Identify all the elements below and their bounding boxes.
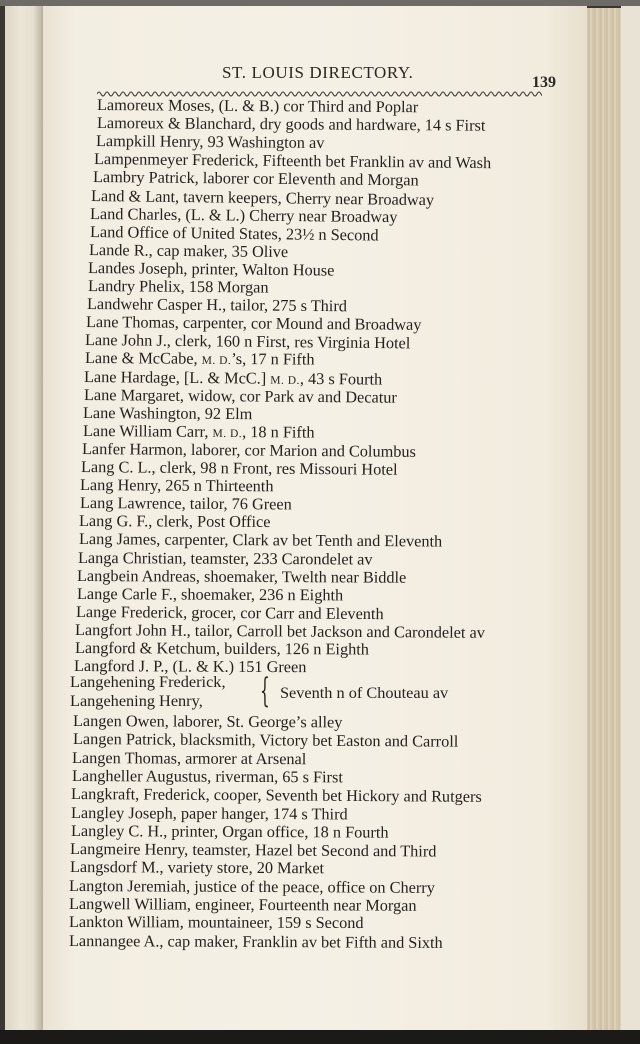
entry-text: Lamoreux & Blanchard, dry goods and hardware, 14 s First [96, 113, 486, 135]
directory-entry [69, 913, 364, 932]
running-head: ST. LOUIS DIRECTORY. [222, 63, 414, 82]
directory-entry [70, 858, 324, 877]
directory-entry [71, 804, 348, 823]
entry-text: Lange Carle F., shoemaker, 236 n Eighth [76, 583, 344, 605]
entry-text: Lanfer Harmon, laborer, cor Marion and Columbus [81, 438, 416, 461]
entry-text-tail: ’s, 17 n Fifth [231, 349, 315, 369]
curly-brace-icon: { [260, 671, 270, 711]
entry-text: Lang Henry, 265 n Thirteenth [79, 475, 274, 496]
entry-text: Langfort John H., tailor, Carroll bet Jackson and Carondelet av [74, 619, 485, 642]
directory-entry [72, 749, 306, 768]
entry-text: Lang James, carpenter, Clark av bet Tenth and Eleventh [78, 529, 443, 551]
directory-entry [69, 932, 443, 952]
entry-degree-smallcaps: M. D. [270, 374, 300, 387]
entry-text: Lane Washington, 92 Elm [82, 402, 253, 423]
entry-text: Langbein Andreas, shoemaker, Twelth near Biddle [76, 565, 407, 587]
brace-name: Langehening Frederick, [70, 672, 226, 691]
entry-text: Lampenmeyer Frederick, Fifteenth bet Franklin av and Wash [93, 149, 492, 173]
entry-text: Landes Joseph, printer, Walton House [87, 257, 335, 280]
directory-entry [83, 404, 252, 423]
brace-names [70, 673, 226, 710]
entry-text: Langsdorf M., variety store, 20 Market [69, 857, 325, 878]
directory-entry [78, 549, 373, 569]
entry-text: Langley C. H., printer, Organ office, 18 n Fourth [70, 820, 389, 842]
entry-text: Lannangee A., cap maker, Franklin av bet Fifth and Sixth [68, 930, 443, 952]
entry-text: Langheller Augustus, riverman, 65 s First [71, 765, 343, 787]
scan-bottom-border [0, 1030, 640, 1044]
entry-text: Langen Thomas, armorer at Arsenal [71, 747, 307, 768]
entry-text: Lampkill Henry, 93 Washington av [95, 131, 325, 153]
entry-degree-smallcaps: M. D. [212, 427, 243, 440]
entry-text: Langford & Ketchum, builders, 126 n Eighth [74, 638, 369, 659]
entry-text: Langen Owen, laborer, St. George’s alley [72, 711, 343, 732]
entry-text: Landwehr Casper H., tailor, 275 s Third [86, 294, 348, 316]
entry-text: Lange Frederick, grocer, cor Carr and Eleventh [75, 601, 384, 623]
entry-text: Landry Phelix, 158 Morgan [87, 276, 269, 297]
entry-text: Lane Thomas, carpenter, cor Mound and Broadway [85, 312, 422, 335]
entry-text: Lang C. L., clerk, 98 n Front, res Missouri Hotel [80, 457, 398, 479]
entry-text: Langkraft, Frederick, cooper, Seventh bet Hickory and Rutgers [70, 784, 482, 807]
entry-text: Lankton William, mountaineer, 159 s Second [68, 912, 364, 933]
entry-text: Lande R., cap maker, 35 Olive [88, 239, 289, 261]
entry-text: Langen Patrick, blacksmith, Victory bet Easton and Carroll [72, 729, 459, 751]
shared-address-entry [70, 673, 590, 713]
entry-text: Lamoreux Moses, (L. & B.) cor Third and Poplar [96, 95, 419, 117]
entry-text: Lane Hardage, [L. & McC.] [83, 366, 271, 388]
brace-name: Langehening Henry, [70, 690, 203, 710]
page-number: 139 [532, 74, 556, 91]
entry-text: Langford J. P., (L. & K.) 151 Green [73, 656, 307, 677]
entry-text: Langa Christian, teamster, 233 Carondelet av [77, 547, 373, 569]
entry-degree-smallcaps: M. D. [201, 355, 232, 368]
entry-text: Land Office of United States, 23½ n Second [89, 221, 379, 245]
entry-text: Lane & McCabe, [84, 348, 202, 369]
brace-address: Seventh n of Chouteau av [280, 683, 449, 702]
entry-text: Langley Joseph, paper hanger, 174 s Third [70, 802, 348, 823]
entry-text: Langwell William, engineer, Fourteenth near Morgan [68, 894, 417, 915]
entry-text-tail: , 18 n Fifth [242, 421, 315, 442]
entry-text: Langton Jeremiah, justice of the peace, office on Cherry [68, 875, 435, 897]
entry-text: Lambry Patrick, laborer cor Eleventh and Morgan [92, 167, 419, 190]
directory-entry [77, 585, 343, 604]
entry-text: Lane John J., clerk, 160 n First, res Virginia Hotel [84, 330, 411, 353]
entry-text: Lang Lawrence, tailor, 76 Green [79, 493, 292, 514]
entry-text-tail: , 43 s Fourth [299, 368, 383, 389]
entry-text: Lang G. F., clerk, Post Office [78, 511, 271, 532]
entry-text: Lane William Carr, [82, 420, 213, 441]
entry-text: Lane Margaret, widow, cor Park av and Decatur [83, 384, 397, 407]
entry-text: Land & Lant, tavern keepers, Cherry near Broadway [90, 185, 435, 209]
entry-text: Land Charles, (L. & L.) Cherry near Broadway [89, 203, 398, 226]
entry-text: Langmeire Henry, teamster, Hazel bet Second and Third [69, 839, 437, 861]
